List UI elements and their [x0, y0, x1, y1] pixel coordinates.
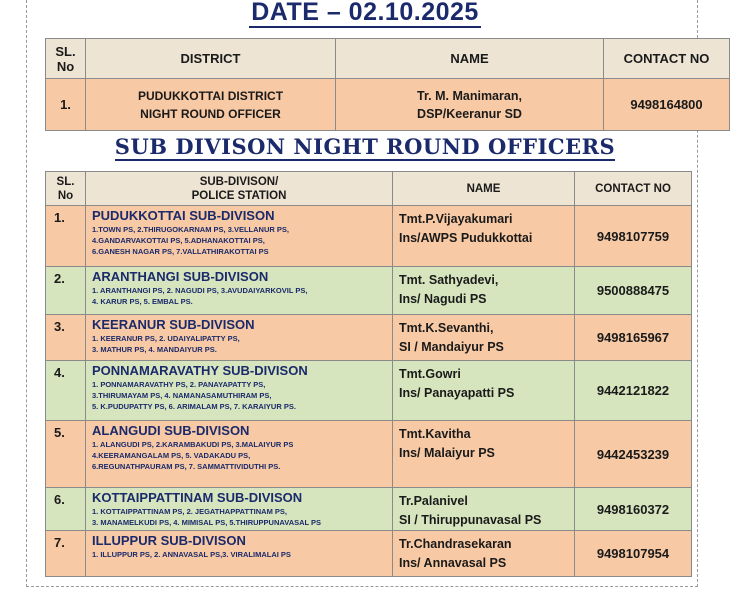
subdivision-cell [86, 421, 393, 488]
district-line2: NIGHT ROUND OFFICER [140, 106, 281, 121]
contact-number: 9500888475 [575, 267, 692, 315]
row-slno: 1. [46, 79, 86, 131]
subdivision-name: PUDUKKOTTAI SUB-DIVISON [92, 208, 275, 223]
table-row [46, 315, 692, 361]
header-district: DISTRICT [86, 39, 336, 79]
officer-name-cell [393, 488, 575, 531]
header-subdivision-line1: SUB-DIVISON/ [199, 175, 279, 188]
officer-name: Tr.Chandrasekaran [399, 537, 512, 551]
header-contact: CONTACT NO [604, 39, 730, 79]
header-name: NAME [393, 172, 575, 206]
police-station-list: 1. ILLUPPUR PS, 2. ANNAVASAL PS,3. VIRALIMALAI PS [92, 550, 291, 559]
row-slno: 4. [46, 361, 86, 421]
subdivision-name: PONNAMARAVATHY SUB-DIVISON [92, 363, 308, 378]
table-row [46, 488, 692, 531]
subdivision-cell [86, 206, 393, 267]
contact-number: 9498164800 [604, 79, 730, 131]
police-station-list: 6.GANESH NAGAR PS, 7.VALLATHIRAKOTTAI PS [92, 247, 269, 256]
district-line1: PUDUKKOTTAI DISTRICT [137, 88, 284, 103]
header-subdivision-line2: POLICE STATION [191, 189, 287, 202]
police-station-list: 4.GANDARVAKOTTAI PS, 5.ADHANAKOTTAI PS, [92, 236, 265, 245]
table-row [46, 421, 692, 488]
table-row [46, 267, 692, 315]
header-subdivision [86, 172, 393, 206]
table-row [46, 531, 692, 577]
subdivision-name: KEERANUR SUB-DIVISON [92, 317, 255, 332]
police-station-list: 1. ARANTHANGI PS, 2. NAGUDI PS, 3.AVUDAIYARKOVIL PS, [92, 286, 308, 295]
row-slno: 7. [46, 531, 86, 577]
row-slno: 5. [46, 421, 86, 488]
subdivision-cell [86, 361, 393, 421]
officer-name-cell [393, 361, 575, 421]
header-contact: CONTACT NO [575, 172, 692, 206]
officer-name: Tmt. Sathyadevi, [399, 273, 499, 287]
officer-name-cell [393, 315, 575, 361]
row-slno: 3. [46, 315, 86, 361]
subdivision-cell [86, 488, 393, 531]
officer-name-cell [336, 79, 604, 131]
section-title: SUB DIVISON NIGHT ROUND OFFICERS [114, 134, 616, 159]
officer-name: Tr.Palanivel [399, 494, 468, 508]
officer-name: Tmt.Kavitha [399, 427, 471, 441]
officer-name-cell [393, 206, 575, 267]
district-table-header [46, 39, 730, 79]
contact-number: 9498107954 [575, 531, 692, 577]
district-officer-row [46, 79, 730, 131]
officer-designation: SI / Mandaiyur PS [399, 340, 504, 354]
officer-name-cell [393, 531, 575, 577]
contact-number: 9498107759 [575, 206, 692, 267]
officer-designation: Ins/AWPS Pudukkottai [399, 231, 533, 245]
officer-name: Tmt.Gowri [399, 367, 461, 381]
subdivision-cell [86, 267, 393, 315]
subdivision-name: ARANTHANGI SUB-DIVISON [92, 269, 269, 284]
police-station-list: 3. MANAMELKUDI PS, 4. MIMISAL PS, 5.THIRUPPUNAVASAL PS [92, 518, 322, 527]
officer-name-cell [393, 267, 575, 315]
police-station-list: 3.THIRUMAYAM PS, 4. NAMANASAMUTHIRAM PS, [92, 391, 272, 400]
officer-designation: SI / Thiruppunavasal PS [399, 513, 542, 527]
police-station-list: 4. KARUR PS, 5. EMBAL PS. [92, 297, 193, 306]
police-station-list: 3. MATHUR PS, 4. MANDAIYUR PS. [92, 345, 217, 354]
contact-number: 9498165967 [575, 315, 692, 361]
sub-division-table [45, 171, 692, 577]
police-station-list: 1. PONNAMARAVATHY PS, 2. PANAYAPATTY PS, [92, 380, 266, 389]
officer-designation: Ins/ Malaiyur PS [399, 446, 495, 460]
officer-name: Tmt.P.Vijayakumari [399, 212, 513, 226]
officer-name: Tmt.K.Sevanthi, [399, 321, 494, 335]
row-slno: 1. [46, 206, 86, 267]
police-station-list: 1. KEERANUR PS, 2. UDAIYALIPATTY PS, [92, 334, 240, 343]
sub-table-header [46, 172, 692, 206]
row-slno: 2. [46, 267, 86, 315]
officer-designation: Ins/ Panayapatti PS [399, 386, 515, 400]
officer-name-cell [393, 421, 575, 488]
date-title: DATE – 02.10.2025 [251, 0, 479, 26]
contact-number: 9498160372 [575, 488, 692, 531]
police-station-list: 6.REGUNATHPAURAM PS, 7. SAMMATTIVIDUTHI PS. [92, 462, 281, 471]
officer-name: Tr. M. Manimaran, [417, 88, 522, 103]
officer-designation: DSP/Keeranur SD [417, 106, 522, 121]
police-station-list: 1.TOWN PS, 2.THIRUGOKARNAM PS, 3.VELLANUR PS, [92, 225, 289, 234]
row-slno: 6. [46, 488, 86, 531]
district-officer-table [45, 38, 730, 131]
header-slno: SL. No [46, 172, 86, 206]
subdivision-name: KOTTAIPPATTINAM SUB-DIVISON [92, 490, 303, 505]
header-slno: SL. No [46, 39, 86, 79]
district-cell [86, 79, 336, 131]
subdivision-name: ALANGUDI SUB-DIVISON [92, 423, 250, 438]
subdivision-cell [86, 315, 393, 361]
officer-designation: Ins/ Annavasal PS [399, 556, 507, 570]
police-station-list: 1. ALANGUDI PS, 2.KARAMBAKUDI PS, 3.MALAIYUR PS [92, 440, 294, 449]
officer-designation: Ins/ Nagudi PS [399, 292, 487, 306]
contact-number: 9442453239 [575, 421, 692, 488]
police-station-list: 1. KOTTAIPPATTINAM PS, 2. JEGATHAPPATTINAM PS, [92, 507, 288, 516]
police-station-list: 4.KEERAMANGALAM PS, 5. VADAKADU PS, [92, 451, 251, 460]
header-name: NAME [336, 39, 604, 79]
police-station-list: 5. K.PUDUPATTY PS, 6. ARIMALAM PS, 7. KARAIYUR PS. [92, 402, 296, 411]
contact-number: 9442121822 [575, 361, 692, 421]
table-row [46, 206, 692, 267]
table-row [46, 361, 692, 421]
subdivision-cell [86, 531, 393, 577]
subdivision-name: ILLUPPUR SUB-DIVISON [92, 533, 246, 548]
